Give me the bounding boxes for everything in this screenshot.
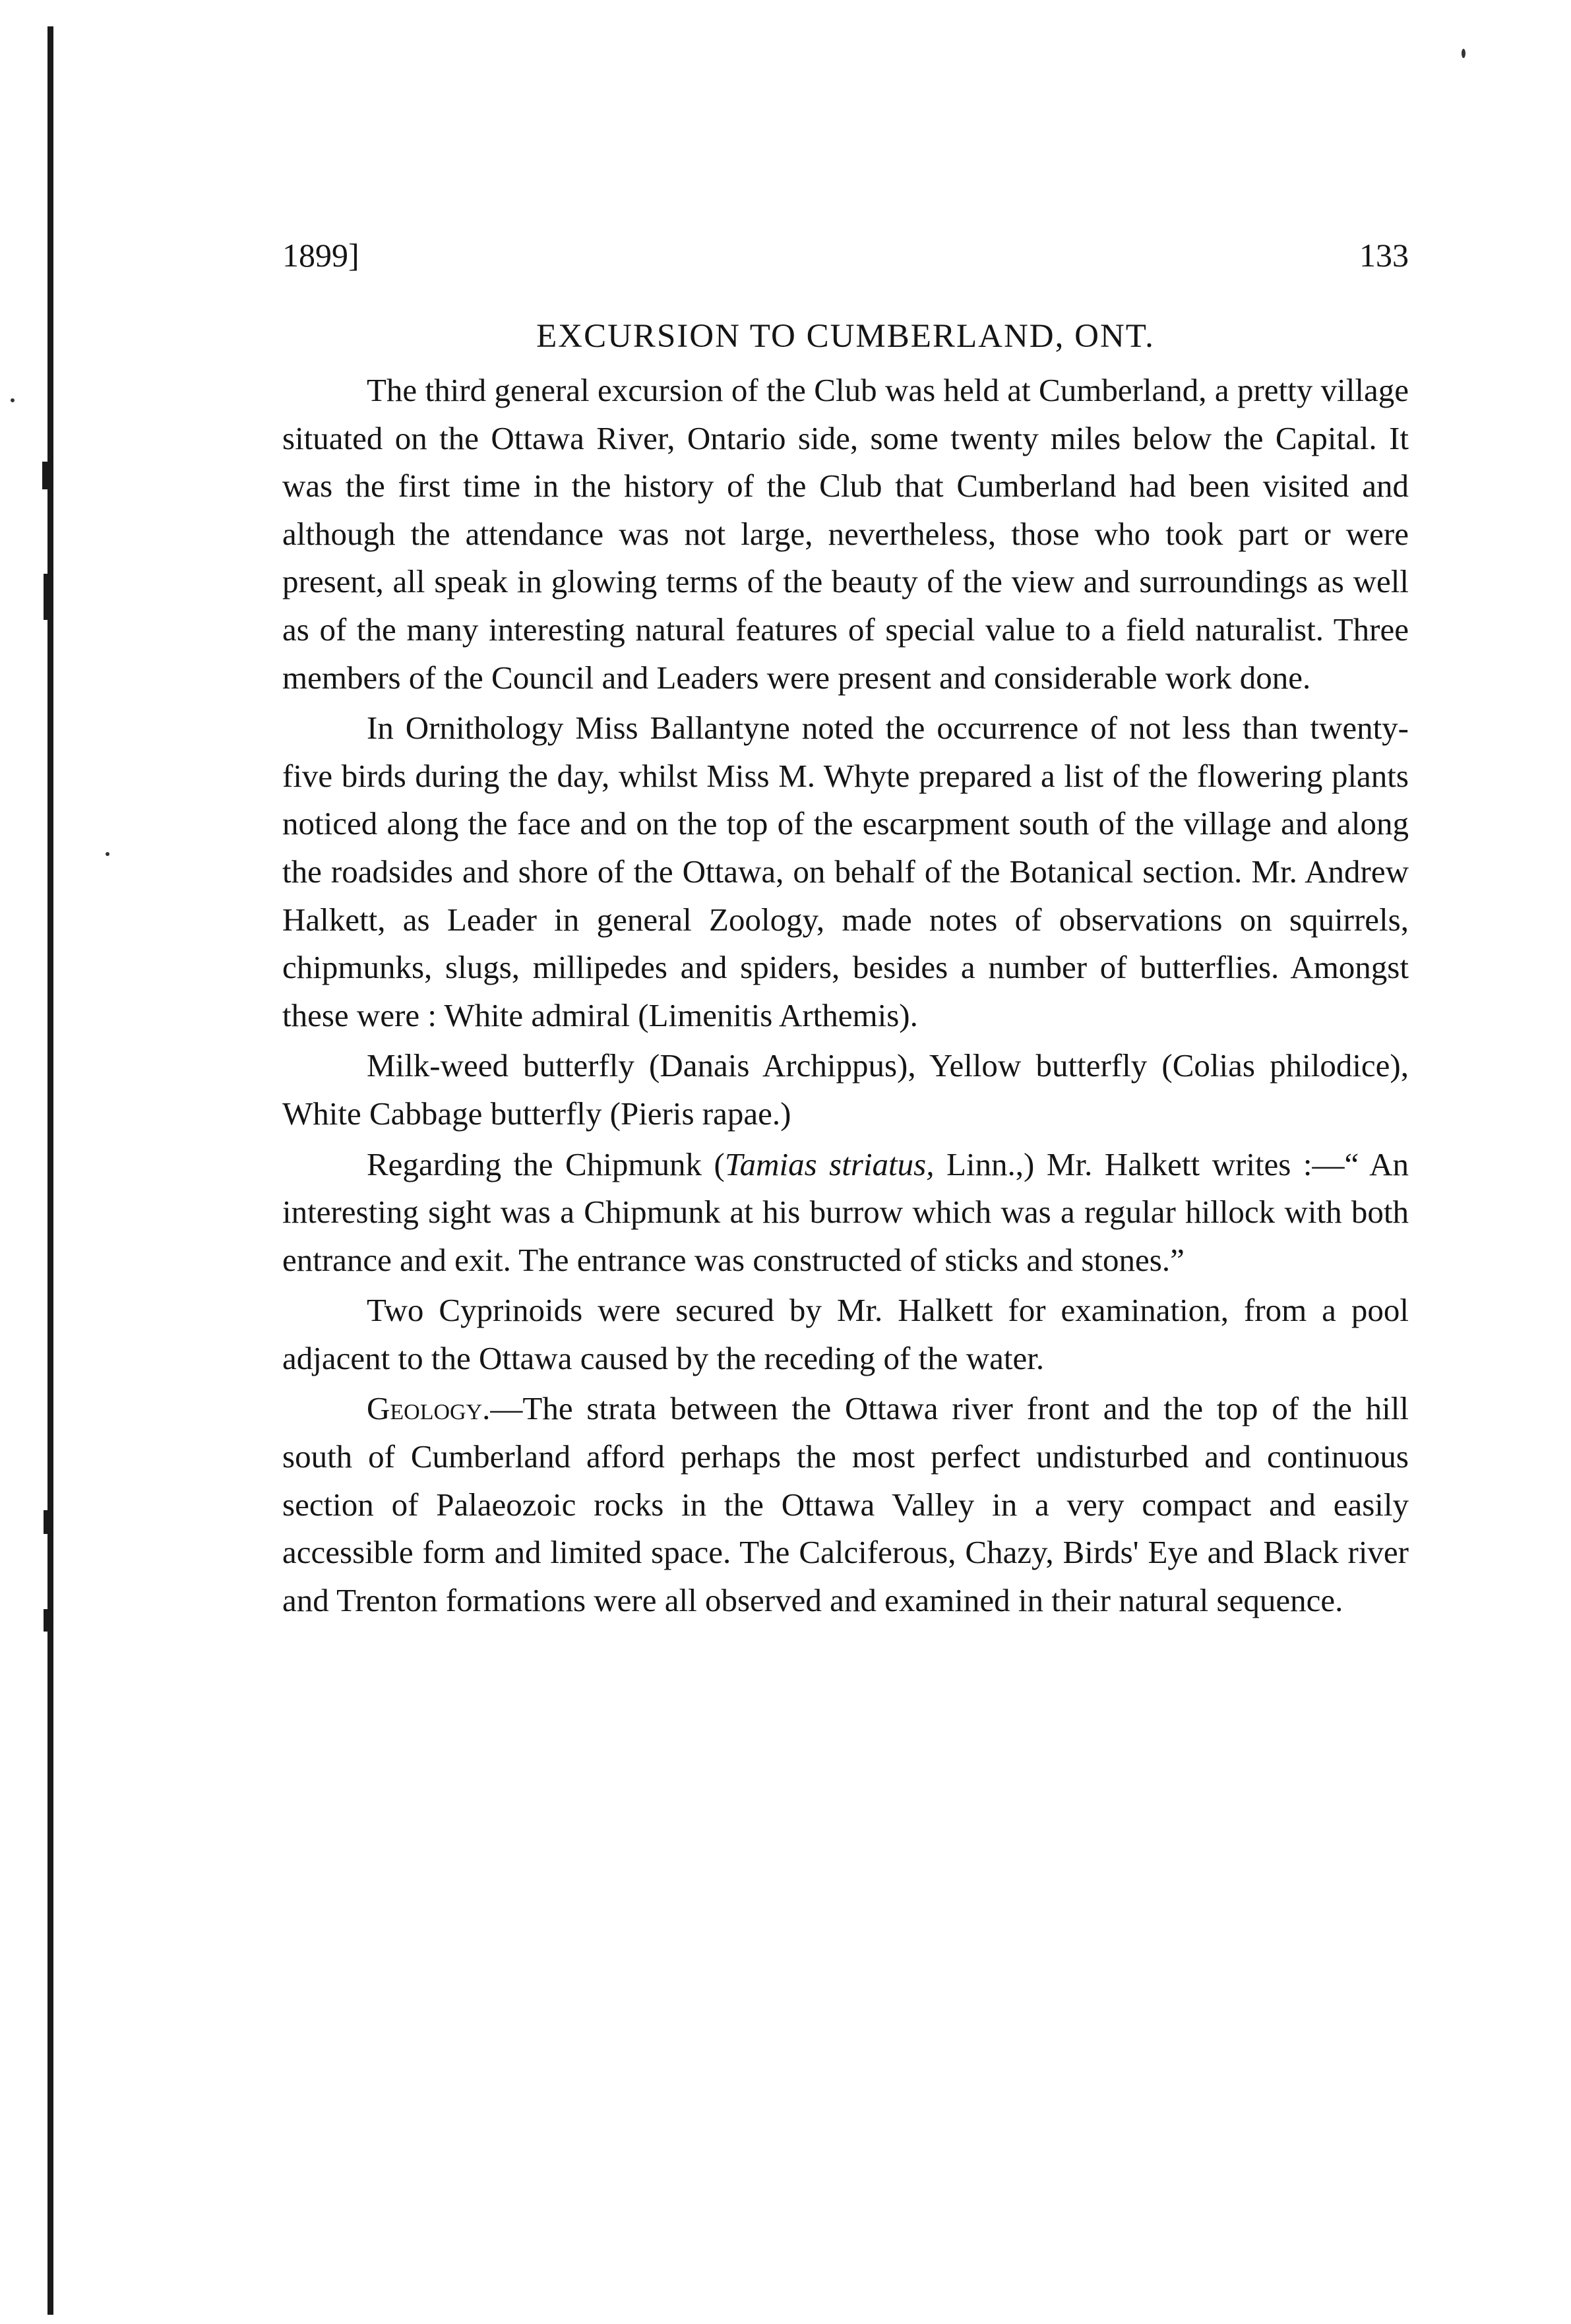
running-head — [282, 231, 1409, 290]
edge-notch — [42, 462, 47, 489]
edge-notch — [44, 574, 47, 620]
page-content — [282, 231, 1409, 1624]
paragraph-chipmunk — [282, 1141, 1409, 1285]
ink-speck — [11, 398, 15, 402]
ink-speck — [106, 852, 109, 856]
chipmunk-lead: Regarding the Chipmunk ( — [367, 1146, 725, 1182]
geology-text: —The strata between the Ottawa river front and the top of the hill south of Cumberland afford perhaps the most perfect undisturbed and continuous section of Palaeozoic rocks in the Ottawa Valley in a very compact and easily accessible form and limited space. The Calciferous, Chazy, Birds' Eye and Black river and Trenton formations were all observed and examined in their natural sequence. — [282, 1390, 1409, 1618]
article-title: EXCURSION TO CUMBERLAND, ONT. — [536, 318, 1155, 355]
edge-notch — [44, 1510, 49, 1534]
chipmunk-quote: Linn.,) Mr. Halkett writes :—“ An interesting sight was a Chipmunk at his burrow which was a regular hillock with both entrance and exit. The entrance was constructed of sticks and stones.” — [282, 1146, 1409, 1278]
paragraph-ornithology: In Ornithology Miss Ballantyne noted the occurrence of not less than twenty-five birds during the day, whilst Miss M. Whyte prepared a list of the flowering plants noticed along the face and on the top of the escarpment south of the village and along the roadsides and shore of the Ottawa, on behalf of the Botanical section. Mr. Andrew Halkett, as Leader in general Zoology, made notes of observations on squirrels, chipmunks, slugs, millipedes and spiders, besides a number of butterflies. Amongst these were : White admiral (Limenitis Arthemis). — [282, 710, 1409, 1033]
page-number: 133 — [1359, 237, 1409, 274]
running-head-year: 1899] — [282, 237, 359, 274]
ink-speck — [1462, 49, 1465, 58]
chipmunk-species-name: Tamias striatus, — [724, 1146, 935, 1182]
binding-edge-mark — [47, 26, 53, 2315]
paragraph-cyprinoids: Two Cyprinoids were secured by Mr. Halkett for examination, from a pool adjacent to the Ottawa caused by the receding of the water. — [282, 1292, 1409, 1376]
paragraph-butterflies: Milk-weed butterfly (Danais Archippus), Yellow butterfly (Colias philodice), White Cabbage butterfly (Pieris rapae.) — [282, 1047, 1409, 1132]
edge-notch — [44, 1609, 49, 1632]
paragraph-intro: The third general excursion of the Club was held at Cumberland, a pretty village situated on the Ottawa River, Ontario side, some twenty miles below the Capital. It was the first time in the history of the Club that Cumberland had been visited and although the attendance was not large, nevertheless, those who took part or were present, all speak in glowing terms of the beauty of the view and surroundings as well as of the many interesting natural features of special value to a field naturalist. Three members of the Council and Leaders were present and considerable work done. — [282, 372, 1409, 696]
paragraph-geology — [282, 1385, 1409, 1624]
geology-heading: Geology. — [367, 1390, 491, 1427]
